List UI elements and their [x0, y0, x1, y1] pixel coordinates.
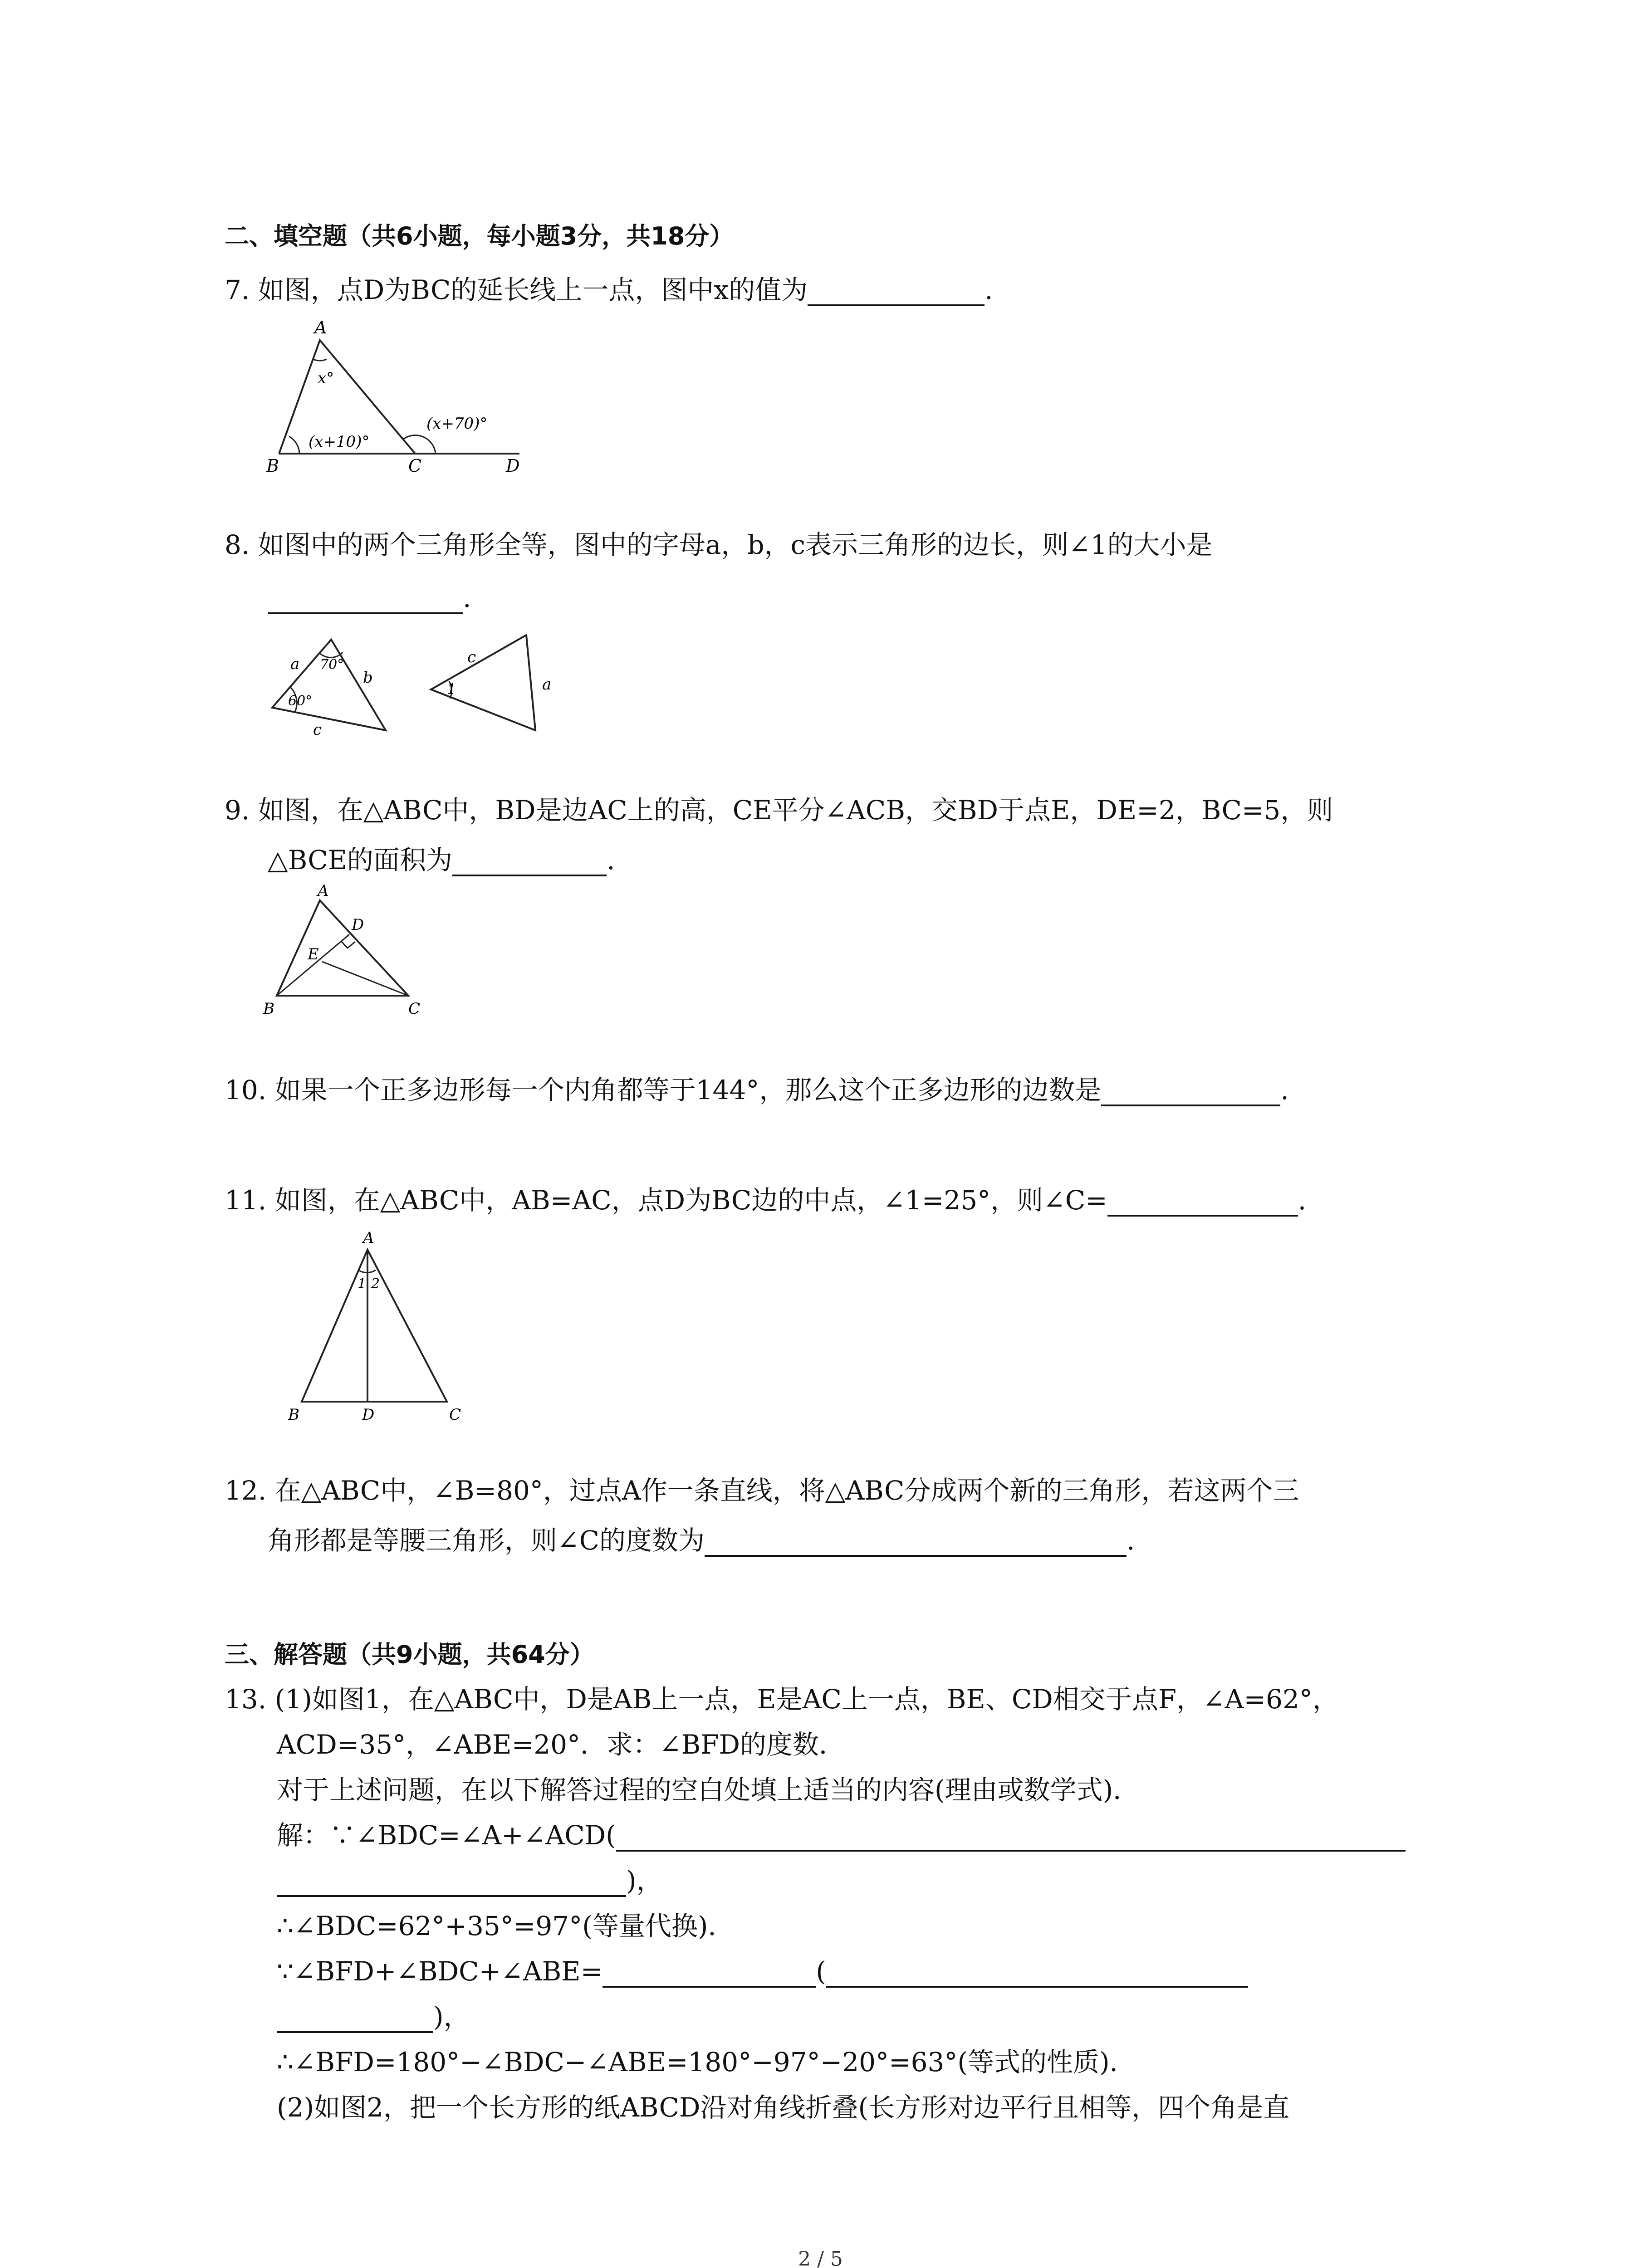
q7-number: 7.: [225, 274, 250, 305]
q10-text: 如果一个正多边形每一个内角都等于144°，那么这个正多边形的边数是: [274, 1075, 1102, 1105]
q13-line-6: ∴∠BDC=62°+35°=97°(等量代换)．: [277, 1911, 735, 1941]
q7-figure: [261, 318, 533, 481]
q8-side-c: c: [313, 721, 322, 739]
q8-side-c2: c: [467, 648, 476, 666]
q7-label-c: C: [408, 456, 422, 476]
q7-answer-blank[interactable]: [808, 277, 985, 306]
question-8-line2: [268, 582, 471, 614]
q13-blank-reason-2-cont[interactable]: [277, 2004, 433, 2033]
question-12-line2: [268, 1524, 1135, 1557]
q13-line-2: ACD=35°，∠ABE=20°．求：∠BFD的度数．: [277, 1729, 845, 1760]
q10-number: 10.: [225, 1075, 267, 1105]
q9-label-a: A: [318, 885, 329, 900]
q7-label-a: A: [314, 318, 327, 337]
q8-answer-blank[interactable]: [268, 585, 463, 614]
q11-number: 11.: [225, 1185, 267, 1216]
q11-text: 如图，在△ABC中，AB=AC，点D为BC边的中点，∠1=25°，则∠C=: [274, 1185, 1107, 1216]
q12-number: 12.: [225, 1475, 267, 1506]
question-7: [225, 274, 993, 306]
q7-angle-c: (x+70)°: [426, 415, 488, 433]
q13-line-8: [277, 2000, 470, 2033]
q11-label-a: A: [363, 1229, 374, 1247]
q13-blank-reason-1-cont[interactable]: [277, 1868, 626, 1897]
q8-side-b: b: [363, 669, 373, 687]
question-11: [225, 1184, 1306, 1217]
q10-answer-blank[interactable]: [1101, 1077, 1280, 1106]
q9-text-1: 如图，在△ABC中，BD是边AC上的高，CE平分∠ACB，交BD于点E，DE=2，BC=5，则: [258, 795, 1333, 826]
q13-line-4: [277, 1819, 1406, 1852]
q13-line-8-end: )，: [433, 2001, 470, 2032]
q7-end: .: [985, 274, 993, 305]
q12-text-1: 在△ABC中，∠B=80°，过点A作一条直线，将△ABC分成两个新的三角形，若这两个三: [274, 1475, 1299, 1506]
q11-label-d: D: [362, 1406, 375, 1424]
q9-answer-blank[interactable]: [452, 847, 607, 876]
q12-answer-blank[interactable]: [705, 1528, 1127, 1557]
q11-label-c: C: [449, 1406, 461, 1424]
question-12: [225, 1474, 1299, 1507]
section-2-title: 二、填空题（共6小题，每小题3分，共18分）: [225, 222, 734, 250]
q13-blank-value[interactable]: [603, 1959, 816, 1988]
q8-figure: [263, 626, 581, 744]
q13-number: 13.: [225, 1684, 267, 1715]
q7-text: 如图，点D为BC的延长线上一点，图中x的值为: [258, 274, 808, 305]
question-9: [225, 794, 1333, 826]
q9-end: .: [607, 845, 615, 875]
q13-line-3: 对于上述问题，在以下解答过程的空白处填上适当的内容(理由或数学式)．: [277, 1774, 1140, 1805]
q12-text-2: 角形都是等腰三角形，则∠C的度数为: [268, 1525, 705, 1556]
q11-answer-blank[interactable]: [1107, 1188, 1298, 1217]
q9-label-e: E: [308, 945, 319, 963]
q10-end: .: [1280, 1075, 1289, 1105]
q13-line-4-text: 解：∵∠BDC=∠A+∠ACD(: [277, 1820, 616, 1851]
q12-end: .: [1126, 1525, 1135, 1556]
q13-line-5-end: )，: [626, 1865, 663, 1896]
q13-line-1: (1)如图1，在△ABC中，D是AB上一点，E是AC上一点，BE、CD相交于点F，∠A=62°，: [274, 1684, 1339, 1715]
q13-line-7-paren: (: [816, 1956, 826, 1987]
q11-figure: [277, 1225, 467, 1429]
section-3-title: 三、解答题（共9小题，共64分）: [225, 1640, 594, 1669]
q8-number: 8.: [225, 529, 250, 560]
q8-text: 如图中的两个三角形全等，图中的字母a，b，c表示三角形的边长，则∠1的大小是: [258, 529, 1213, 560]
q13-blank-reason-1[interactable]: [616, 1823, 1406, 1852]
q7-angle-a: x°: [318, 369, 334, 387]
page-number: 2 / 5: [798, 2248, 843, 2268]
q9-label-d: D: [352, 916, 364, 934]
q7-angle-b: (x+10)°: [309, 433, 370, 451]
q9-text-2: △BCE的面积为: [268, 845, 453, 875]
question-13-line1: [225, 1683, 1339, 1716]
q9-label-c: C: [408, 1000, 421, 1016]
q11-end: .: [1298, 1185, 1307, 1216]
q11-label-b: B: [288, 1406, 299, 1424]
q9-label-b: B: [263, 1000, 274, 1016]
q8-angle-60: 60°: [288, 693, 313, 709]
q11-angle-2: 2: [371, 1276, 380, 1292]
q13-line-7-text: ∵∠BFD+∠BDC+∠ABE=: [277, 1956, 603, 1987]
q9-figure: [259, 885, 449, 1016]
q13-line-10: (2)如图2，把一个长方形的纸ABCD沿对角线折叠(长方形对边平行且相等，四个角是直: [277, 2092, 1290, 2123]
q8-end: .: [463, 582, 471, 613]
q11-angle-1: 1: [358, 1276, 367, 1292]
q7-label-b: B: [266, 456, 279, 476]
q8-angle-70: 70°: [320, 657, 344, 673]
question-8: [225, 528, 1212, 561]
q9-number: 9.: [225, 795, 250, 826]
q8-side-a: a: [290, 655, 300, 673]
q13-line-9: ∴∠BFD=180°−∠BDC−∠ABE=180°−97°−20°=63°(等式的性质)．: [277, 2047, 1136, 2077]
q8-side-a2: a: [542, 675, 552, 694]
q7-label-d: D: [506, 456, 520, 476]
question-10: [225, 1074, 1289, 1106]
q8-angle-1: 1: [447, 680, 456, 698]
q13-blank-reason-2[interactable]: [826, 1959, 1248, 1988]
question-9-line2: [268, 844, 615, 876]
q13-line-5: [277, 1864, 663, 1897]
q13-line-7: [277, 1955, 1248, 1988]
